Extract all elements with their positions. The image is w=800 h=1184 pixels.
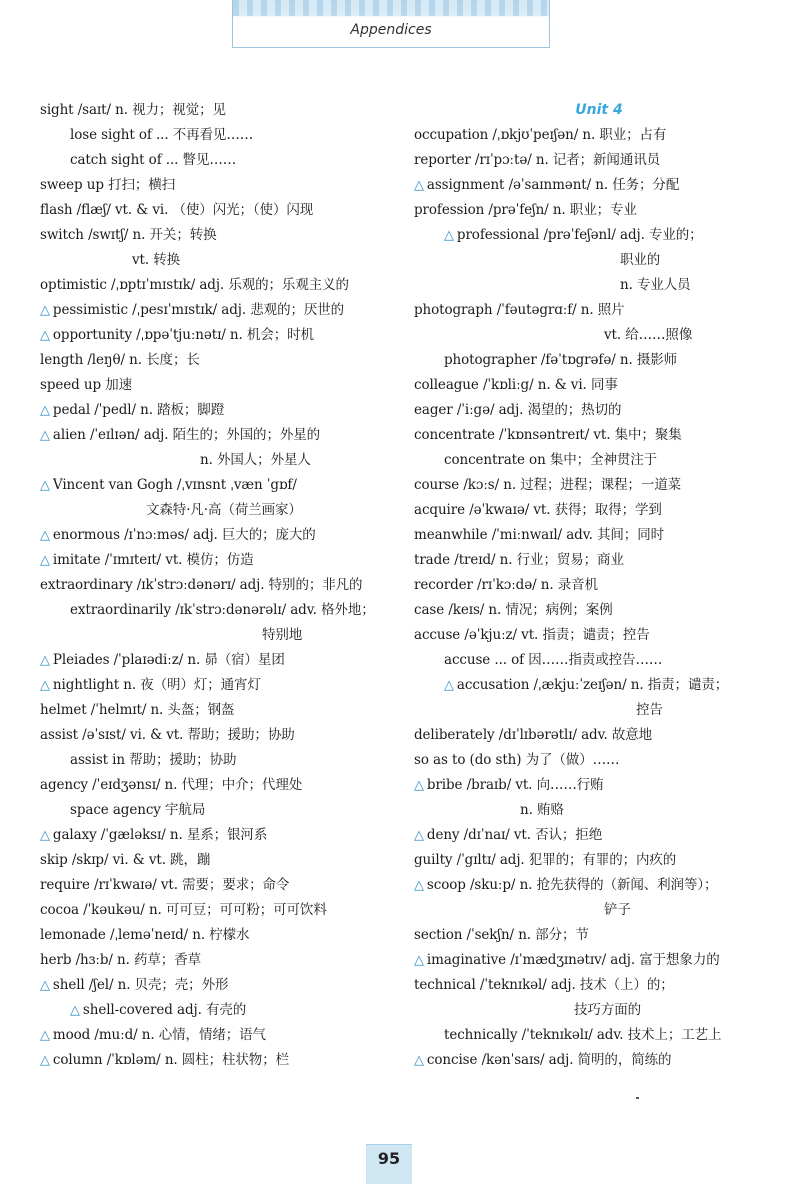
vocab-entry-text: lose sight of ... 不再看见…… bbox=[70, 127, 254, 143]
vocab-entry bbox=[40, 348, 390, 373]
vocab-entry-text: Pleiades /ˈplaɪədiːz/ n. 昴（宿）星团 bbox=[52, 652, 285, 668]
vocab-entry-text: section /ˈsekʃn/ n. 部分；节 bbox=[414, 927, 589, 943]
triangle-marker-icon: △ bbox=[444, 228, 454, 243]
vocab-entry bbox=[414, 223, 784, 248]
triangle-marker-icon: △ bbox=[40, 328, 50, 343]
vocab-entry bbox=[414, 673, 784, 698]
vocab-entry-text: occupation /ˌɒkjʊˈpeɪʃən/ n. 职业；占有 bbox=[414, 127, 667, 143]
vocab-entry bbox=[40, 298, 390, 323]
vocab-entry bbox=[40, 1048, 390, 1073]
vocab-entry bbox=[414, 748, 784, 773]
vocab-entry-text: 特别地 bbox=[262, 627, 303, 643]
vocab-entry-text: guilty /ˈgɪltɪ/ adj. 犯罪的；有罪的；内疚的 bbox=[414, 852, 677, 868]
triangle-marker-icon: △ bbox=[40, 478, 50, 493]
vocab-entry-text: assignment /əˈsaɪnmənt/ n. 任务；分配 bbox=[426, 177, 680, 193]
vocab-entry-text: n. 外国人；外星人 bbox=[200, 452, 311, 468]
triangle-marker-icon: △ bbox=[414, 828, 424, 843]
vocab-entry-text: assist /əˈsɪst/ vi. & vt. 帮助；援助；协助 bbox=[40, 727, 295, 743]
vocab-entry-text: catch sight of ... 瞥见…… bbox=[70, 152, 237, 168]
vocab-entry-text: case /keɪs/ n. 情况；病例；案例 bbox=[414, 602, 613, 618]
vocab-entry-text: n. 贿赂 bbox=[520, 802, 564, 818]
triangle-marker-icon: △ bbox=[40, 1028, 50, 1043]
vocab-entry-text: flash /flæʃ/ vt. & vi. （使）闪光；（使）闪现 bbox=[40, 202, 314, 218]
vocab-entry-text: n. 专业人员 bbox=[620, 277, 691, 293]
vocab-entry bbox=[40, 673, 390, 698]
vocab-entry-text: switch /swɪtʃ/ n. 开关；转换 bbox=[40, 227, 217, 243]
vocab-entry bbox=[414, 773, 784, 798]
vocab-entry bbox=[414, 723, 784, 748]
vocab-entry bbox=[414, 148, 784, 173]
vocab-entry-text: length /leŋθ/ n. 长度；长 bbox=[40, 352, 200, 368]
vocab-entry bbox=[414, 873, 784, 898]
vocab-entry bbox=[414, 923, 784, 948]
vocab-entry bbox=[414, 798, 784, 823]
vocab-entry-text: alien /ˈeɪlɪən/ adj. 陌生的；外国的；外星的 bbox=[52, 427, 321, 443]
vocab-entry bbox=[414, 598, 784, 623]
vocab-entry bbox=[40, 198, 390, 223]
vocab-entry-text: skip /skɪp/ vi. & vt. 跳，蹦 bbox=[40, 852, 211, 868]
vocab-entry bbox=[414, 348, 784, 373]
vocab-entry-text: sweep up 打扫；横扫 bbox=[40, 177, 176, 193]
vocab-entry-text: bribe /braɪb/ vt. 向……行贿 bbox=[426, 777, 604, 793]
vocab-entry bbox=[414, 473, 784, 498]
header-title: Appendices bbox=[350, 22, 432, 38]
header-banner bbox=[232, 0, 550, 48]
vocab-entry-text: vt. 给……照像 bbox=[604, 327, 693, 343]
vocab-entry bbox=[40, 323, 390, 348]
vocab-entry-text: herb /hɜːb/ n. 药草；香草 bbox=[40, 952, 201, 968]
vocab-entry bbox=[414, 623, 784, 648]
vocab-entry-text: eager /ˈiːgə/ adj. 渴望的；热切的 bbox=[414, 402, 622, 418]
vocab-entry bbox=[414, 373, 784, 398]
triangle-marker-icon: △ bbox=[414, 778, 424, 793]
vocab-entry-text: deny /dɪˈnaɪ/ vt. 否认；拒绝 bbox=[426, 827, 603, 843]
vocab-entry-text: 铲子 bbox=[604, 902, 631, 918]
vocab-entry bbox=[414, 173, 784, 198]
vocab-entry-text: lemonade /ˌleməˈneɪd/ n. 柠檬水 bbox=[40, 927, 250, 943]
vocab-entry-text: helmet /ˈhelmɪt/ n. 头盔；钢盔 bbox=[40, 702, 235, 718]
vocab-entry-text: scoop /skuːp/ n. 抢先获得的（新闻、利润等）； bbox=[426, 877, 718, 893]
vocab-entry bbox=[414, 998, 784, 1023]
vocab-entry bbox=[414, 498, 784, 523]
vocab-entry bbox=[40, 823, 390, 848]
vocab-entry bbox=[414, 648, 784, 673]
vocab-entry bbox=[40, 998, 390, 1023]
vocab-entry-text: space agency 宇航局 bbox=[70, 802, 206, 818]
vocab-entry bbox=[414, 198, 784, 223]
unit-heading: Unit 4 bbox=[575, 102, 623, 118]
vocab-entry-text: so as to (do sth) 为了（做）…… bbox=[414, 752, 620, 768]
vocab-entry bbox=[40, 123, 390, 148]
vocab-entry bbox=[414, 698, 784, 723]
vocab-entry bbox=[40, 598, 390, 623]
vocab-entry bbox=[40, 173, 390, 198]
header-wave-decoration bbox=[233, 0, 549, 16]
triangle-marker-icon: △ bbox=[40, 428, 50, 443]
vocab-entry-text: agency /ˈeɪdʒənsɪ/ n. 代理；中介；代理处 bbox=[40, 777, 303, 793]
page-number: 95 bbox=[377, 1149, 401, 1168]
vocab-entry bbox=[40, 1023, 390, 1048]
triangle-marker-icon: △ bbox=[40, 403, 50, 418]
vocab-entry-text: concise /kənˈsaɪs/ adj. 简明的，简练的 bbox=[426, 1052, 672, 1068]
vocab-entry bbox=[414, 823, 784, 848]
vocab-entry-text: photographer /fəˈtɒgrəfə/ n. 摄影师 bbox=[444, 352, 678, 368]
vocab-entry bbox=[40, 248, 390, 273]
vocab-entry-text: 控告 bbox=[636, 702, 663, 718]
vocab-entry-text: sight /saɪt/ n. 视力；视觉；见 bbox=[40, 102, 226, 118]
left-column bbox=[40, 98, 390, 1073]
vocab-entry-text: professional /prəˈfeʃənl/ adj. 专业的； bbox=[456, 227, 703, 243]
vocab-entry-text: opportunity /ˌɒpəˈtjuːnətɪ/ n. 机会；时机 bbox=[52, 327, 314, 343]
vocab-entry-text: extraordinarily /ɪkˈstrɔːdənərəlɪ/ adv. 格外地； bbox=[70, 602, 375, 618]
vocab-entry bbox=[414, 1048, 784, 1073]
vocab-entry bbox=[40, 798, 390, 823]
vocab-entry-text: require /rɪˈkwaɪə/ vt. 需要；要求；命令 bbox=[40, 877, 290, 893]
vocab-entry-text: assist in 帮助；援助；协助 bbox=[70, 752, 237, 768]
vocab-entry bbox=[40, 273, 390, 298]
vocab-entry-text: pedal /ˈpedl/ n. 踏板；脚蹬 bbox=[52, 402, 225, 418]
vocab-entry-text: cocoa /ˈkəukəu/ n. 可可豆；可可粉；可可饮料 bbox=[40, 902, 327, 918]
vocab-entry-text: Vincent van Gogh /ˌvɪnsnt ˌvæn ˈgɒf/ bbox=[52, 477, 297, 493]
triangle-marker-icon: △ bbox=[40, 303, 50, 318]
vocab-entry bbox=[414, 298, 784, 323]
vocab-entry bbox=[40, 573, 390, 598]
vocab-entry-text: technical /ˈteknɪkəl/ adj. 技术（上）的； bbox=[414, 977, 674, 993]
stray-mark bbox=[636, 1097, 639, 1099]
triangle-marker-icon: △ bbox=[40, 528, 50, 543]
triangle-marker-icon: △ bbox=[40, 678, 50, 693]
vocab-entry bbox=[40, 423, 390, 448]
vocab-entry bbox=[40, 448, 390, 473]
vocab-entry bbox=[40, 923, 390, 948]
triangle-marker-icon: △ bbox=[414, 1053, 424, 1068]
vocab-entry-text: speed up 加速 bbox=[40, 377, 133, 393]
vocab-entry bbox=[40, 748, 390, 773]
vocab-entry-text: concentrate on 集中；全神贯注于 bbox=[444, 452, 658, 468]
vocab-entry bbox=[40, 473, 390, 498]
vocab-entry bbox=[40, 898, 390, 923]
vocab-entry bbox=[40, 373, 390, 398]
vocab-entry-text: accuse /əˈkjuːz/ vt. 指责；谴责；控告 bbox=[414, 627, 650, 643]
vocab-entry-text: column /ˈkɒləm/ n. 圆柱；柱状物；栏 bbox=[52, 1052, 290, 1068]
vocab-entry-text: colleague /ˈkɒliːg/ n. & vi. 同事 bbox=[414, 377, 618, 393]
vocab-entry-text: imaginative /ɪˈmædʒɪnətɪv/ adj. 富于想象力的 bbox=[426, 952, 720, 968]
vocab-entry-text: technically /ˈteknɪkəlɪ/ adv. 技术上；工艺上 bbox=[444, 1027, 722, 1043]
right-column-entries bbox=[414, 123, 784, 1073]
vocab-entry bbox=[414, 398, 784, 423]
vocab-entry-text: mood /muːd/ n. 心情，情绪；语气 bbox=[52, 1027, 266, 1043]
vocab-entry-text: meanwhile /ˈmiːnwaɪl/ adv. 其间；同时 bbox=[414, 527, 664, 543]
vocab-entry-text: imitate /ˈɪmɪteɪt/ vt. 模仿；仿造 bbox=[52, 552, 254, 568]
vocab-entry-text: 技巧方面的 bbox=[574, 1002, 641, 1018]
triangle-marker-icon: △ bbox=[414, 953, 424, 968]
vocab-entry bbox=[414, 123, 784, 148]
vocab-entry bbox=[414, 573, 784, 598]
vocab-entry bbox=[414, 973, 784, 998]
vocab-entry bbox=[40, 948, 390, 973]
right-column bbox=[414, 98, 784, 1073]
vocab-entry bbox=[40, 773, 390, 798]
vocab-entry bbox=[414, 948, 784, 973]
vocab-entry-text: optimistic /ˌɒptɪˈmɪstɪk/ adj. 乐观的；乐观主义的 bbox=[40, 277, 349, 293]
vocab-entry bbox=[40, 98, 390, 123]
triangle-marker-icon: △ bbox=[40, 978, 50, 993]
vocab-entry-text: recorder /rɪˈkɔːdə/ n. 录音机 bbox=[414, 577, 598, 593]
vocab-entry bbox=[414, 323, 784, 348]
vocab-entry bbox=[40, 873, 390, 898]
vocab-entry bbox=[414, 423, 784, 448]
triangle-marker-icon: △ bbox=[444, 678, 454, 693]
vocab-entry bbox=[414, 523, 784, 548]
vocab-entry-text: deliberately /dɪˈlɪbərətlɪ/ adv. 故意地 bbox=[414, 727, 653, 743]
vocab-entry bbox=[40, 398, 390, 423]
vocab-entry bbox=[414, 548, 784, 573]
vocab-entry-text: galaxy /ˈgæləksɪ/ n. 星系；银河系 bbox=[52, 827, 268, 843]
vocab-entry-text: accusation /ˌækjuːˈzeɪʃən/ n. 指责；谴责； bbox=[456, 677, 729, 693]
vocab-entry bbox=[40, 223, 390, 248]
triangle-marker-icon: △ bbox=[40, 553, 50, 568]
vocab-entry bbox=[40, 698, 390, 723]
triangle-marker-icon: △ bbox=[414, 178, 424, 193]
vocab-entry bbox=[40, 148, 390, 173]
vocab-entry bbox=[40, 973, 390, 998]
vocab-entry bbox=[414, 273, 784, 298]
vocab-entry-text: profession /prəˈfeʃn/ n. 职业；专业 bbox=[414, 202, 637, 218]
vocab-entry-text: course /kɔːs/ n. 过程；进程；课程；一道菜 bbox=[414, 477, 682, 493]
vocab-entry-text: acquire /əˈkwaɪə/ vt. 获得；取得；学到 bbox=[414, 502, 662, 518]
vocab-entry-text: trade /treɪd/ n. 行业；贸易；商业 bbox=[414, 552, 624, 568]
vocab-entry bbox=[40, 523, 390, 548]
vocab-entry-text: pessimistic /ˌpesɪˈmɪstɪk/ adj. 悲观的；厌世的 bbox=[52, 302, 345, 318]
triangle-marker-icon: △ bbox=[40, 828, 50, 843]
vocab-entry-text: concentrate /ˈkɒnsəntreɪt/ vt. 集中；聚集 bbox=[414, 427, 682, 443]
vocab-entry-text: vt. 转换 bbox=[132, 252, 181, 268]
vocab-entry-text: extraordinary /ɪkˈstrɔːdənərɪ/ adj. 特别的；非凡的 bbox=[40, 577, 363, 593]
vocab-entry-text: nightlight n. 夜（明）灯；通宵灯 bbox=[52, 677, 261, 693]
vocab-entry bbox=[40, 623, 390, 648]
triangle-marker-icon: △ bbox=[414, 878, 424, 893]
triangle-marker-icon: △ bbox=[40, 1053, 50, 1068]
vocab-entry-text: accuse ... of 因……指责或控告…… bbox=[444, 652, 663, 668]
vocab-entry-text: 文森特·凡·高（荷兰画家） bbox=[146, 502, 302, 518]
vocab-entry bbox=[414, 1023, 784, 1048]
vocab-entry bbox=[40, 848, 390, 873]
triangle-marker-icon: △ bbox=[70, 1003, 80, 1018]
vocab-entry-text: enormous /ɪˈnɔːməs/ adj. 巨大的；庞大的 bbox=[52, 527, 316, 543]
vocab-entry-text: reporter /rɪˈpɔːtə/ n. 记者；新闻通讯员 bbox=[414, 152, 661, 168]
vocab-entry bbox=[40, 723, 390, 748]
vocab-entry bbox=[414, 248, 784, 273]
vocab-entry bbox=[40, 548, 390, 573]
vocab-entry bbox=[40, 498, 390, 523]
page-number-box bbox=[366, 1144, 412, 1184]
vocab-entry bbox=[40, 648, 390, 673]
vocab-entry-text: 职业的 bbox=[620, 252, 661, 268]
triangle-marker-icon: △ bbox=[40, 653, 50, 668]
vocab-entry bbox=[414, 448, 784, 473]
vocab-entry-text: photograph /ˈfəutəgrɑːf/ n. 照片 bbox=[414, 302, 625, 318]
vocab-entry bbox=[414, 848, 784, 873]
vocab-entry-text: shell-covered adj. 有壳的 bbox=[82, 1002, 247, 1018]
vocab-entry-text: shell /ʃel/ n. 贝壳；壳；外形 bbox=[52, 977, 229, 993]
vocab-entry bbox=[414, 898, 784, 923]
